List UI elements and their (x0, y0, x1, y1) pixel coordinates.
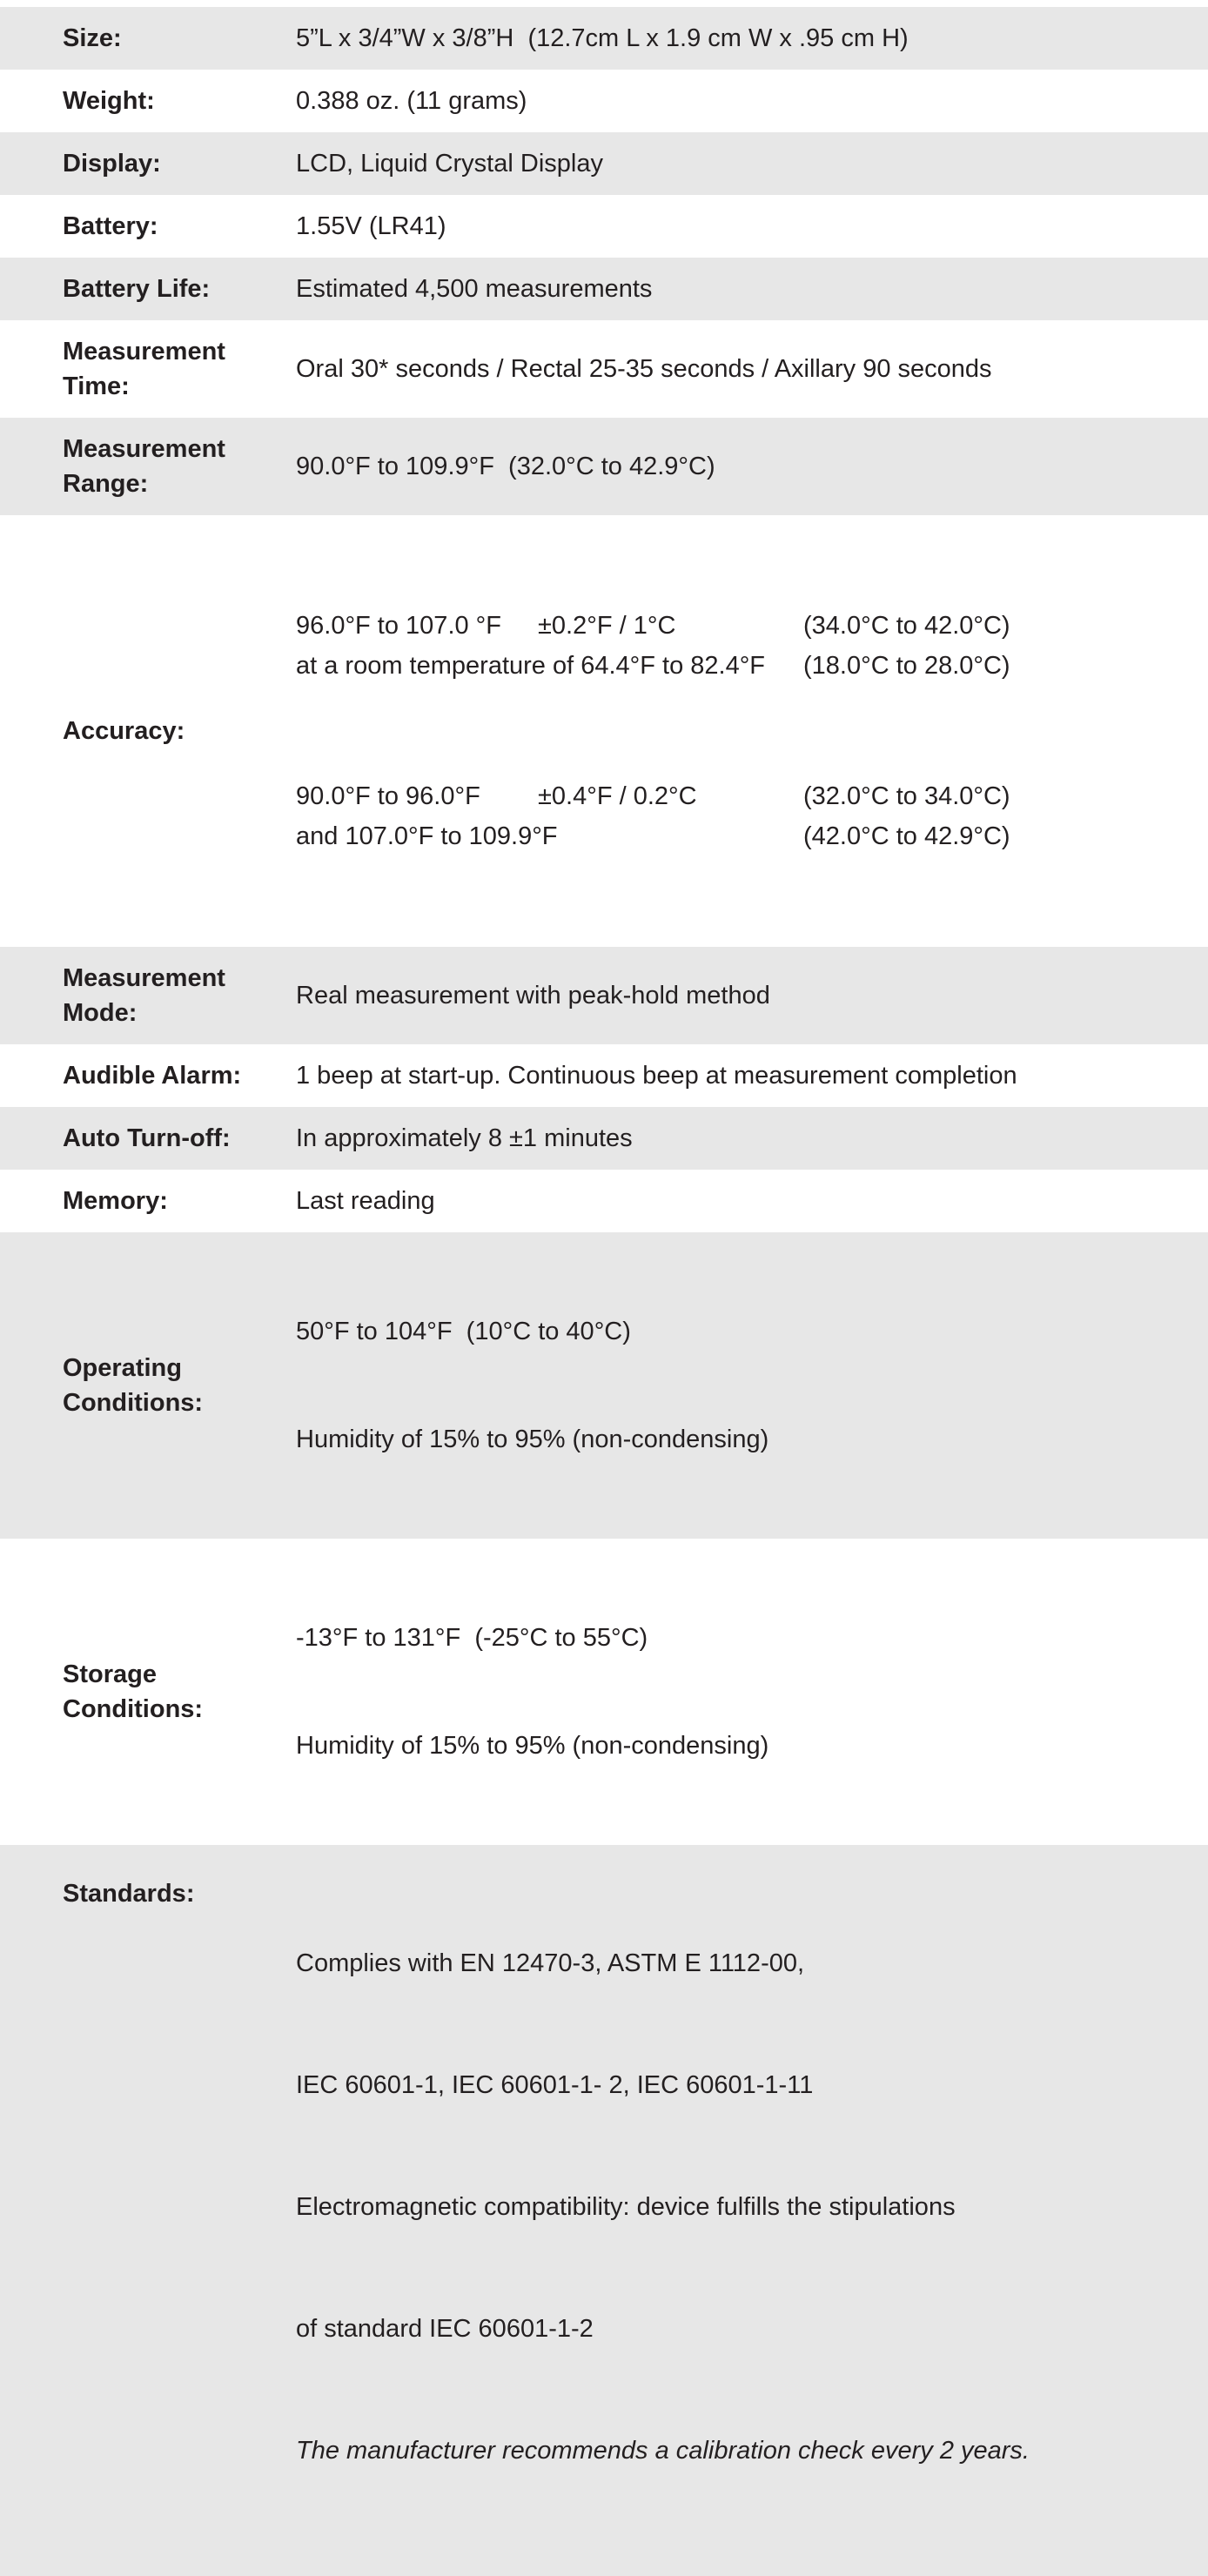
standards-line-1: Complies with EN 12470-3, ASTM E 1112-00, (296, 1949, 805, 1977)
accuracy-celsius-condition-2: (42.0°C to 42.9°C) (803, 822, 1010, 850)
operating-conditions-line-1: 50°F to 104°F (10°C to 40°C) (296, 1318, 631, 1345)
spec-row-measurement-mode (0, 947, 1208, 1044)
spec-row-battery (0, 195, 1208, 258)
spec-row-weight (0, 70, 1208, 132)
spec-value-battery: 1.55V (LR41) (296, 212, 446, 240)
spec-label-audible-alarm: Audible Alarm: (63, 1062, 242, 1090)
accuracy-celsius-condition-1: (18.0°C to 28.0°C) (803, 652, 1010, 680)
spec-label-battery-life: Battery Life: (63, 275, 211, 303)
spec-value-size: 5”L x 3/4”W x 3/8”H (12.7cm L x 1.9 cm W x .95 cm H) (296, 24, 909, 52)
accuracy-celsius-range-1: (34.0°C to 42.0°C) (803, 612, 1010, 640)
spec-value-standards (296, 1868, 1208, 2546)
spec-row-size (0, 7, 1208, 70)
spec-row-audible-alarm (0, 1044, 1208, 1107)
spec-value-accuracy (296, 536, 1208, 926)
standards-line-3: Electromagnetic compatibility: device fulfills the stipulations (296, 2193, 956, 2221)
spec-value-measurement-range: 90.0°F to 109.9°F (32.0°C to 42.9°C) (296, 453, 715, 480)
accuracy-tolerance-1: ±0.2°F / 1°C (538, 612, 676, 640)
accuracy-condition-1: at a room temperature of 64.4°F to 82.4°F (296, 652, 766, 680)
spec-label-auto-turn-off: Auto Turn-off: (63, 1124, 231, 1152)
spec-label-memory: Memory: (63, 1187, 168, 1215)
spec-row-battery-life (0, 258, 1208, 320)
spec-row-operating-conditions (0, 1232, 1208, 1539)
spec-value-display: LCD, Liquid Crystal Display (296, 150, 603, 178)
spec-label-battery: Battery: (63, 212, 158, 240)
spec-label-measurement-range: Measurement Range: (63, 435, 233, 498)
spec-row-standards (0, 1845, 1208, 2576)
standards-line-4: of standard IEC 60601-1-2 (296, 2315, 594, 2343)
accuracy-celsius-range-2: (32.0°C to 34.0°C) (803, 782, 1010, 810)
spec-label-accuracy: Accuracy: (63, 717, 185, 745)
accuracy-condition-2: and 107.0°F to 109.9°F (296, 822, 558, 850)
spec-row-auto-turn-off (0, 1107, 1208, 1170)
spec-row-display (0, 132, 1208, 195)
spec-row-storage-conditions (0, 1539, 1208, 1845)
spec-value-measurement-time: Oral 30* seconds / Rectal 25-35 seconds / Axillary 90 seconds (296, 355, 992, 383)
accuracy-block-2 (296, 776, 1138, 856)
spec-label-size: Size: (63, 24, 122, 52)
spec-label-standards: Standards: (63, 1880, 195, 1908)
standards-line-2: IEC 60601-1, IEC 60601-1- 2, IEC 60601-1-11 (296, 2071, 814, 2099)
spec-value-memory: Last reading (296, 1187, 435, 1215)
accuracy-block-1 (296, 606, 1138, 686)
spec-value-auto-turn-off: In approximately 8 ±1 minutes (296, 1124, 633, 1152)
spec-value-weight: 0.388 oz. (11 grams) (296, 87, 527, 115)
spec-row-measurement-range (0, 418, 1208, 515)
standards-calibration-note: The manufacturer recommends a calibration check every 2 years. (296, 2437, 1030, 2465)
spec-value-audible-alarm: 1 beep at start-up. Continuous beep at measurement completion (296, 1062, 1017, 1090)
spec-label-weight: Weight: (63, 87, 155, 115)
spec-label-operating-conditions: Operating Conditions: (63, 1354, 204, 1417)
storage-conditions-line-2: Humidity of 15% to 95% (non-condensing) (296, 1732, 769, 1760)
spec-value-storage-conditions (296, 1549, 1208, 1835)
spec-row-measurement-time (0, 320, 1208, 418)
spec-value-measurement-mode: Real measurement with peak-hold method (296, 982, 770, 1010)
spec-row-accuracy (0, 515, 1208, 947)
operating-conditions-line-2: Humidity of 15% to 95% (non-condensing) (296, 1426, 769, 1453)
accuracy-range-2: 90.0°F to 96.0°F (296, 782, 480, 810)
spec-label-display: Display: (63, 150, 161, 178)
storage-conditions-line-1: -13°F to 131°F (-25°C to 55°C) (296, 1624, 648, 1652)
spec-label-measurement-mode: Measurement Mode: (63, 964, 233, 1027)
spec-label-measurement-time: Measurement Time: (63, 338, 233, 400)
spec-value-battery-life: Estimated 4,500 measurements (296, 275, 653, 303)
spec-row-memory (0, 1170, 1208, 1232)
accuracy-range-1: 96.0°F to 107.0 °F (296, 612, 501, 640)
spec-label-storage-conditions: Storage Conditions: (63, 1660, 204, 1723)
spec-value-operating-conditions (296, 1243, 1208, 1528)
accuracy-tolerance-2: ±0.4°F / 0.2°C (538, 782, 697, 810)
